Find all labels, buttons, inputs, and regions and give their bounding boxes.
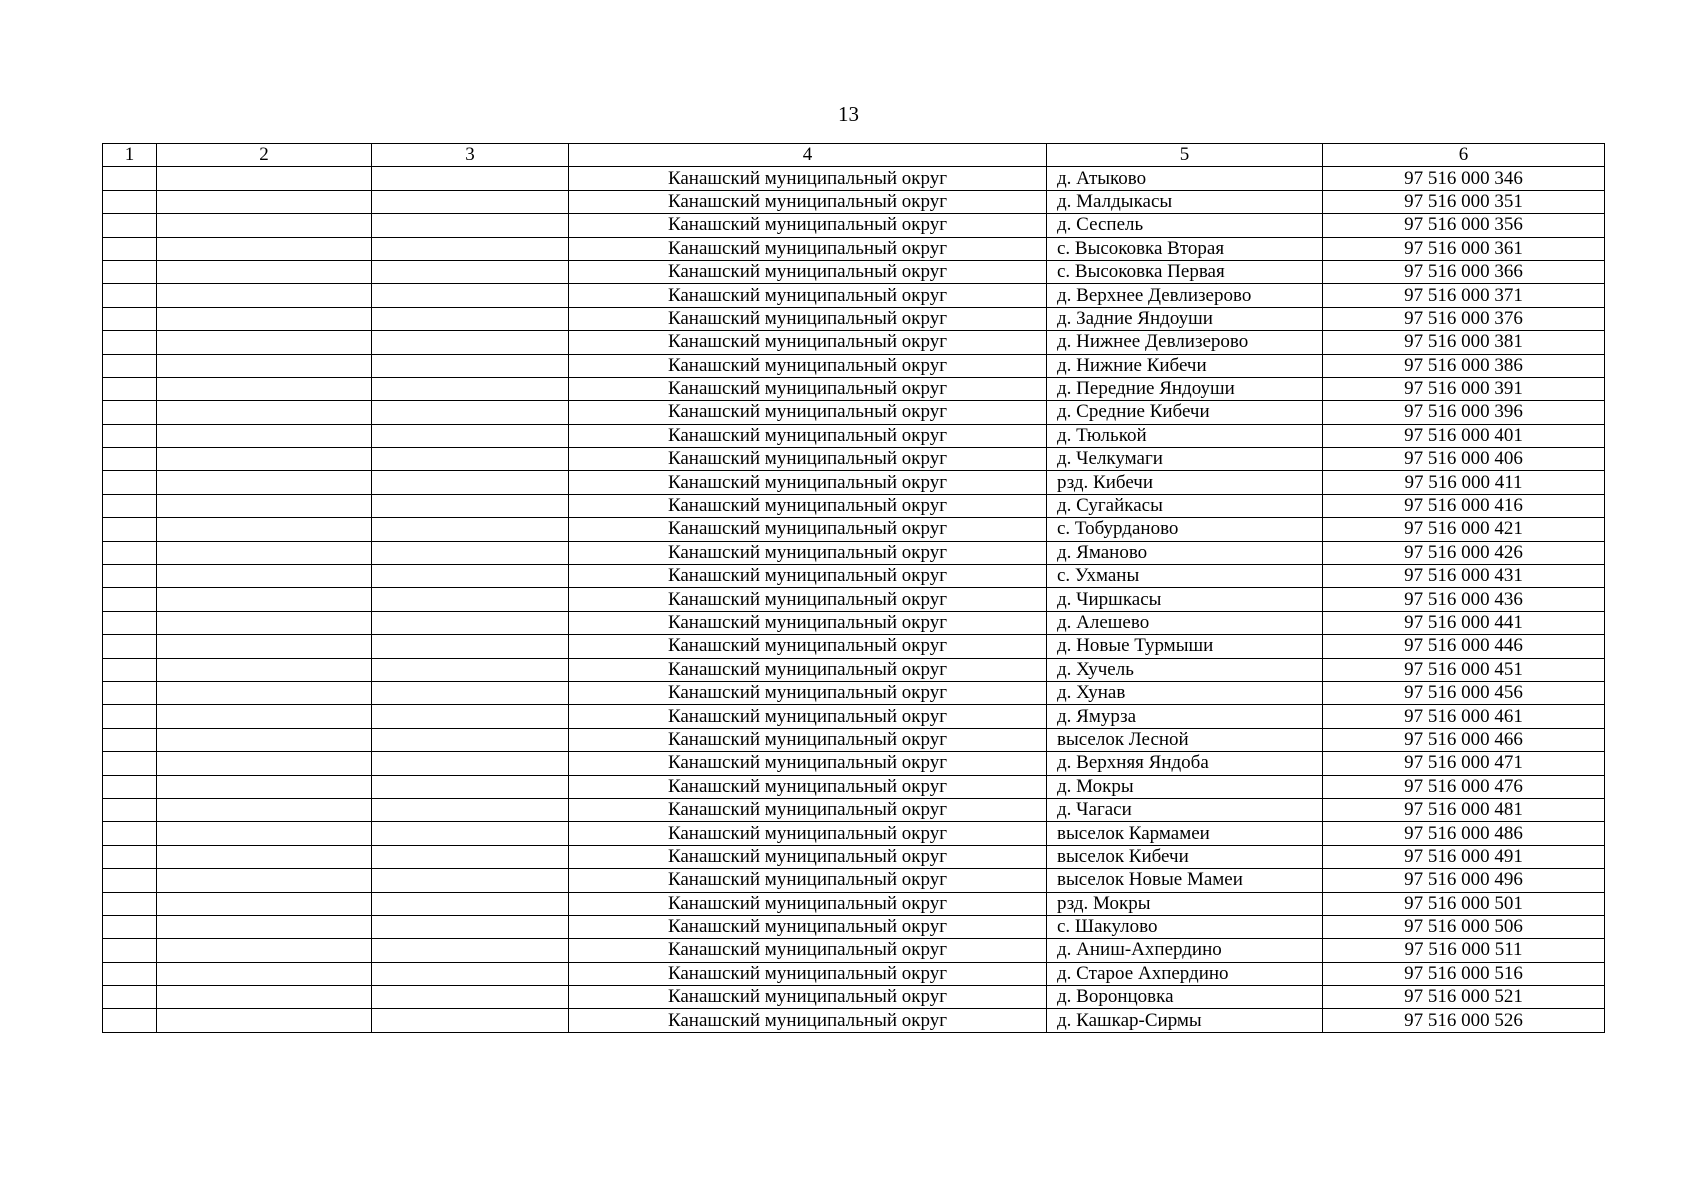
settlement-cell: с. Высоковка Вторая [1047,237,1323,260]
settlement-cell: д. Задние Яндоуши [1047,307,1323,330]
settlement-cell: д. Сеспель [1047,214,1323,237]
column-header-3: 3 [372,144,569,167]
oktmo-code-cell: 97 516 000 381 [1323,331,1605,354]
col-2-cell [157,448,372,471]
municipality-cell: Канашский муниципальный округ [569,845,1047,868]
table-row [103,214,1605,237]
col-2-cell [157,705,372,728]
settlement-cell: д. Тюлькой [1047,424,1323,447]
settlement-cell: д. Чагаси [1047,798,1323,821]
settlement-cell: д. Новые Турмыши [1047,635,1323,658]
municipality-cell: Канашский муниципальный округ [569,635,1047,658]
settlement-cell: д. Кашкар-Сирмы [1047,1009,1323,1032]
oktmo-code-cell: 97 516 000 406 [1323,448,1605,471]
municipality-cell: Канашский муниципальный округ [569,471,1047,494]
col-2-cell [157,1009,372,1032]
table-row [103,565,1605,588]
settlement-cell: с. Высоковка Первая [1047,260,1323,283]
oktmo-code-cell: 97 516 000 451 [1323,658,1605,681]
col-3-cell [372,1009,569,1032]
oktmo-code-cell: 97 516 000 461 [1323,705,1605,728]
col-2-cell [157,471,372,494]
col-2-cell [157,822,372,845]
municipality-cell: Канашский муниципальный округ [569,681,1047,704]
col-1-cell [103,588,157,611]
col-1-cell [103,190,157,213]
municipality-cell: Канашский муниципальный округ [569,822,1047,845]
oktmo-code-cell: 97 516 000 396 [1323,401,1605,424]
oktmo-code-cell: 97 516 000 346 [1323,167,1605,190]
col-2-cell [157,869,372,892]
col-3-cell [372,424,569,447]
col-3-cell [372,892,569,915]
oktmo-code-cell: 97 516 000 356 [1323,214,1605,237]
municipality-cell: Канашский муниципальный округ [569,424,1047,447]
col-2-cell [157,915,372,938]
municipality-cell: Канашский муниципальный округ [569,190,1047,213]
settlement-cell: д. Нижние Кибечи [1047,354,1323,377]
column-header-5: 5 [1047,144,1323,167]
settlement-cell: д. Старое Ахпердино [1047,962,1323,985]
table-row [103,260,1605,283]
col-3-cell [372,494,569,517]
municipality-cell: Канашский муниципальный округ [569,588,1047,611]
settlement-cell: выселок Кармамеи [1047,822,1323,845]
col-2-cell [157,541,372,564]
settlement-cell: выселок Кибечи [1047,845,1323,868]
col-1-cell [103,167,157,190]
table-row [103,962,1605,985]
col-2-cell [157,377,372,400]
col-1-cell [103,354,157,377]
table-header-row [103,144,1605,167]
col-1-cell [103,331,157,354]
col-3-cell [372,869,569,892]
col-3-cell [372,845,569,868]
settlement-cell: д. Хучель [1047,658,1323,681]
municipality-cell: Канашский муниципальный округ [569,962,1047,985]
settlement-cell: с. Шакулово [1047,915,1323,938]
oktmo-code-cell: 97 516 000 521 [1323,986,1605,1009]
col-2-cell [157,494,372,517]
oktmo-code-cell: 97 516 000 496 [1323,869,1605,892]
col-1-cell [103,260,157,283]
oktmo-code-cell: 97 516 000 351 [1323,190,1605,213]
settlement-cell: д. Передние Яндоуши [1047,377,1323,400]
municipality-cell: Канашский муниципальный округ [569,775,1047,798]
col-1-cell [103,448,157,471]
table-row [103,471,1605,494]
table-row [103,939,1605,962]
table-row [103,705,1605,728]
col-1-cell [103,377,157,400]
col-3-cell [372,728,569,751]
col-1-cell [103,915,157,938]
col-1-cell [103,471,157,494]
settlement-cell: д. Алешево [1047,611,1323,634]
oktmo-code-cell: 97 516 000 491 [1323,845,1605,868]
col-2-cell [157,658,372,681]
col-2-cell [157,331,372,354]
col-3-cell [372,822,569,845]
col-3-cell [372,775,569,798]
col-1-cell [103,237,157,260]
settlement-cell: д. Чиршкасы [1047,588,1323,611]
table-row [103,190,1605,213]
oktmo-code-cell: 97 516 000 431 [1323,565,1605,588]
table-row [103,331,1605,354]
col-2-cell [157,190,372,213]
settlement-cell: д. Нижнее Девлизерово [1047,331,1323,354]
col-3-cell [372,190,569,213]
col-1-cell [103,611,157,634]
municipality-cell: Канашский муниципальный округ [569,494,1047,517]
table-row [103,658,1605,681]
table-row [103,822,1605,845]
col-1-cell [103,705,157,728]
col-1-cell [103,775,157,798]
municipality-cell: Канашский муниципальный округ [569,892,1047,915]
settlement-cell: д. Хунав [1047,681,1323,704]
table-row [103,448,1605,471]
col-2-cell [157,939,372,962]
municipality-cell: Канашский муниципальный округ [569,401,1047,424]
oktmo-code-cell: 97 516 000 516 [1323,962,1605,985]
oktmo-code-cell: 97 516 000 506 [1323,915,1605,938]
col-3-cell [372,635,569,658]
col-2-cell [157,728,372,751]
settlement-cell: выселок Лесной [1047,728,1323,751]
col-1-cell [103,565,157,588]
column-header-6: 6 [1323,144,1605,167]
col-1-cell [103,401,157,424]
col-3-cell [372,565,569,588]
settlement-cell: выселок Новые Мамеи [1047,869,1323,892]
col-1-cell [103,307,157,330]
municipality-cell: Канашский муниципальный округ [569,167,1047,190]
col-2-cell [157,798,372,821]
municipality-cell: Канашский муниципальный округ [569,658,1047,681]
col-3-cell [372,705,569,728]
oktmo-code-cell: 97 516 000 526 [1323,1009,1605,1032]
col-2-cell [157,424,372,447]
col-2-cell [157,986,372,1009]
col-1-cell [103,798,157,821]
col-2-cell [157,565,372,588]
municipality-cell: Канашский муниципальный округ [569,307,1047,330]
col-1-cell [103,892,157,915]
table-row [103,635,1605,658]
col-1-cell [103,962,157,985]
municipality-cell: Канашский муниципальный округ [569,331,1047,354]
col-2-cell [157,681,372,704]
oktmo-code-cell: 97 516 000 376 [1323,307,1605,330]
table-row [103,518,1605,541]
col-1-cell [103,869,157,892]
oktmo-code-cell: 97 516 000 371 [1323,284,1605,307]
col-3-cell [372,471,569,494]
oktmo-code-cell: 97 516 000 416 [1323,494,1605,517]
oktmo-code-cell: 97 516 000 476 [1323,775,1605,798]
col-3-cell [372,167,569,190]
oktmo-code-cell: 97 516 000 471 [1323,752,1605,775]
col-3-cell [372,752,569,775]
table-row [103,354,1605,377]
municipality-cell: Канашский муниципальный округ [569,798,1047,821]
table-row [103,869,1605,892]
municipality-cell: Канашский муниципальный округ [569,869,1047,892]
settlement-cell: д. Верхнее Девлизерово [1047,284,1323,307]
col-1-cell [103,541,157,564]
col-3-cell [372,448,569,471]
col-3-cell [372,331,569,354]
table-row [103,775,1605,798]
col-3-cell [372,237,569,260]
col-2-cell [157,752,372,775]
oktmo-code-cell: 97 516 000 411 [1323,471,1605,494]
municipality-cell: Канашский муниципальный округ [569,237,1047,260]
page-number: 13 [838,102,859,126]
col-1-cell [103,284,157,307]
municipality-cell: Канашский муниципальный округ [569,986,1047,1009]
oktmo-code-cell: 97 516 000 426 [1323,541,1605,564]
col-2-cell [157,167,372,190]
oktmo-code-cell: 97 516 000 366 [1323,260,1605,283]
oktmo-code-cell: 97 516 000 401 [1323,424,1605,447]
col-2-cell [157,611,372,634]
settlement-cell: рзд. Мокры [1047,892,1323,915]
oktmo-code-cell: 97 516 000 456 [1323,681,1605,704]
municipality-cell: Канашский муниципальный округ [569,541,1047,564]
table-row [103,798,1605,821]
col-1-cell [103,752,157,775]
oktmo-code-cell: 97 516 000 511 [1323,939,1605,962]
table-row [103,728,1605,751]
registry-table [102,143,1605,1033]
oktmo-code-cell: 97 516 000 501 [1323,892,1605,915]
col-3-cell [372,681,569,704]
settlement-cell: д. Ямурза [1047,705,1323,728]
table-row [103,494,1605,517]
col-2-cell [157,354,372,377]
table-row [103,307,1605,330]
col-1-cell [103,1009,157,1032]
oktmo-code-cell: 97 516 000 386 [1323,354,1605,377]
table-row [103,541,1605,564]
oktmo-code-cell: 97 516 000 421 [1323,518,1605,541]
table-row [103,845,1605,868]
oktmo-code-cell: 97 516 000 361 [1323,237,1605,260]
table-row [103,237,1605,260]
municipality-cell: Канашский муниципальный округ [569,565,1047,588]
col-1-cell [103,424,157,447]
oktmo-code-cell: 97 516 000 481 [1323,798,1605,821]
col-2-cell [157,892,372,915]
col-1-cell [103,214,157,237]
settlement-cell: д. Малдыкасы [1047,190,1323,213]
settlement-cell: с. Тобурданово [1047,518,1323,541]
col-1-cell [103,635,157,658]
col-3-cell [372,611,569,634]
municipality-cell: Канашский муниципальный округ [569,260,1047,283]
municipality-cell: Канашский муниципальный округ [569,518,1047,541]
table-row [103,892,1605,915]
col-1-cell [103,845,157,868]
table-row [103,752,1605,775]
col-2-cell [157,237,372,260]
municipality-cell: Канашский муниципальный округ [569,1009,1047,1032]
municipality-cell: Канашский муниципальный округ [569,752,1047,775]
table-row [103,401,1605,424]
table-row [103,611,1605,634]
col-3-cell [372,798,569,821]
table-row [103,915,1605,938]
col-3-cell [372,284,569,307]
col-1-cell [103,518,157,541]
col-2-cell [157,214,372,237]
col-2-cell [157,775,372,798]
col-1-cell [103,986,157,1009]
col-2-cell [157,401,372,424]
settlement-cell: рзд. Кибечи [1047,471,1323,494]
col-3-cell [372,915,569,938]
settlement-cell: д. Атыково [1047,167,1323,190]
oktmo-code-cell: 97 516 000 466 [1323,728,1605,751]
col-1-cell [103,728,157,751]
col-1-cell [103,494,157,517]
settlement-cell: с. Ухманы [1047,565,1323,588]
col-3-cell [372,658,569,681]
col-3-cell [372,541,569,564]
col-3-cell [372,588,569,611]
settlement-cell: д. Верхняя Яндоба [1047,752,1323,775]
col-2-cell [157,635,372,658]
municipality-cell: Канашский муниципальный округ [569,214,1047,237]
col-3-cell [372,260,569,283]
oktmo-code-cell: 97 516 000 436 [1323,588,1605,611]
municipality-cell: Канашский муниципальный округ [569,448,1047,471]
column-header-2: 2 [157,144,372,167]
municipality-cell: Канашский муниципальный округ [569,284,1047,307]
col-3-cell [372,986,569,1009]
col-2-cell [157,518,372,541]
table-body [103,167,1605,1032]
table-row [103,588,1605,611]
table-row [103,1009,1605,1032]
col-3-cell [372,939,569,962]
municipality-cell: Канашский муниципальный округ [569,705,1047,728]
municipality-cell: Канашский муниципальный округ [569,728,1047,751]
table-row [103,986,1605,1009]
settlement-cell: д. Челкумаги [1047,448,1323,471]
col-2-cell [157,284,372,307]
oktmo-code-cell: 97 516 000 446 [1323,635,1605,658]
settlement-cell: д. Сугайкасы [1047,494,1323,517]
col-3-cell [372,307,569,330]
table-row [103,284,1605,307]
col-3-cell [372,354,569,377]
table-row [103,424,1605,447]
col-3-cell [372,214,569,237]
oktmo-code-cell: 97 516 000 391 [1323,377,1605,400]
col-1-cell [103,681,157,704]
col-3-cell [372,401,569,424]
oktmo-code-cell: 97 516 000 441 [1323,611,1605,634]
municipality-cell: Канашский муниципальный округ [569,915,1047,938]
col-3-cell [372,377,569,400]
municipality-cell: Канашский муниципальный округ [569,377,1047,400]
settlement-cell: д. Средние Кибечи [1047,401,1323,424]
col-2-cell [157,307,372,330]
table-row [103,167,1605,190]
col-3-cell [372,518,569,541]
col-2-cell [157,845,372,868]
col-2-cell [157,260,372,283]
col-1-cell [103,939,157,962]
col-1-cell [103,822,157,845]
table-row [103,377,1605,400]
settlement-cell: д. Аниш-Ахпердино [1047,939,1323,962]
municipality-cell: Канашский муниципальный округ [569,354,1047,377]
municipality-cell: Канашский муниципальный округ [569,611,1047,634]
column-header-1: 1 [103,144,157,167]
column-header-4: 4 [569,144,1047,167]
col-3-cell [372,962,569,985]
table-row [103,681,1605,704]
col-1-cell [103,658,157,681]
col-2-cell [157,588,372,611]
settlement-cell: д. Яманово [1047,541,1323,564]
oktmo-code-cell: 97 516 000 486 [1323,822,1605,845]
municipality-cell: Канашский муниципальный округ [569,939,1047,962]
col-2-cell [157,962,372,985]
settlement-cell: д. Воронцовка [1047,986,1323,1009]
settlement-cell: д. Мокры [1047,775,1323,798]
